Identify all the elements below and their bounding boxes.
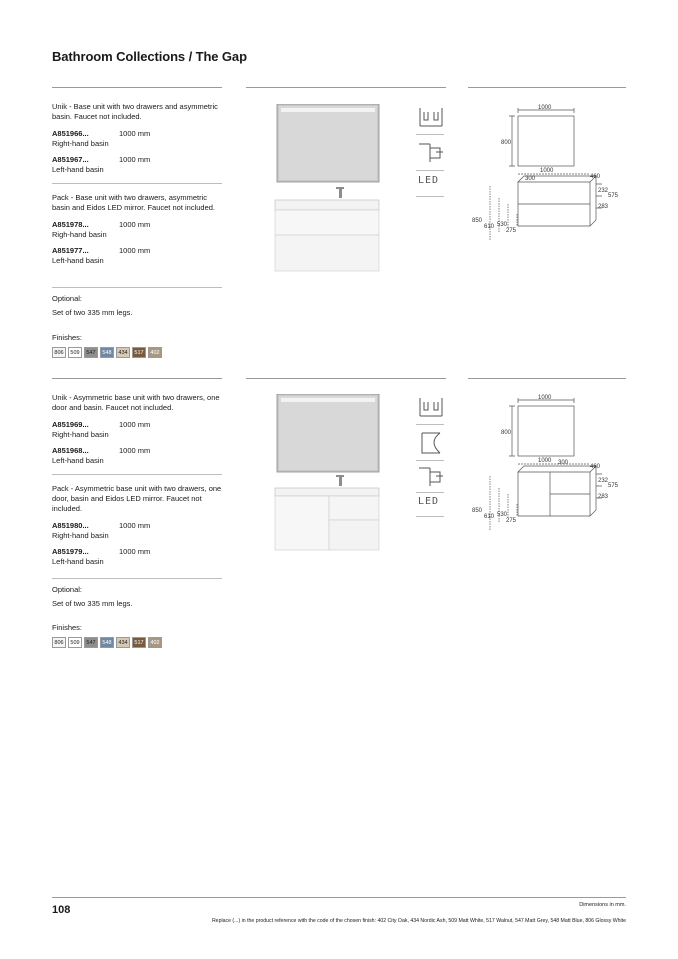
faucet [339,476,342,486]
ref-row [52,547,222,557]
finish-swatch: 548 [100,347,114,358]
optional-text: Set of two 335 mm legs. [52,599,133,608]
ref-variant: Righ-hand basin [52,230,107,239]
divider [52,287,222,288]
dim-232: 232 [598,188,609,194]
finish-swatch: 806 [52,637,66,648]
unit-description: Unik - Base unit with two drawers and asymmetric basin. Faucet not included. [52,102,218,121]
dim-850: 850 [472,508,483,514]
dim-575: 575 [608,483,619,489]
ref-variant: Left-hand basin [52,557,104,566]
ref-variant: Right-hand basin [52,139,109,148]
vanity-drawer-lower [275,235,379,271]
icon-divider [416,134,444,135]
faucet [339,188,342,198]
section-divider [52,87,222,88]
ref-code: A851978... [52,220,89,229]
finish-swatch: 509 [68,637,82,648]
product-photo [272,394,384,554]
cabinet-outline [518,176,596,226]
finish-swatch: 509 [68,347,82,358]
led-icon: LED [418,496,440,507]
section-divider [246,378,446,379]
section-divider [468,378,626,379]
optional-text: Set of two 335 mm legs. [52,308,133,317]
ref-row [52,155,222,165]
dim-575: 575 [608,193,619,199]
finish-swatch: 548 [100,637,114,648]
ref-size: 1000 mm [119,220,151,229]
product-photo [272,104,384,274]
ref-size: 1000 mm [119,155,151,164]
finish-swatch: 402 [148,347,162,358]
finish-swatch: 806 [52,347,66,358]
ref-code: A851966... [52,129,89,138]
vanity-drawer-upper [329,496,379,520]
ref-size: 1000 mm [119,446,151,455]
divider [52,474,222,475]
pack-description: Pack - Asymmetric base unit with two drawers, one door, basin and Eidos LED mirror. Faucet not included. [52,484,222,513]
finish-swatch: 517 [132,347,146,358]
pack-description: Pack - Base unit with two drawers, asymmetric basin and Eidos LED mirror. Faucet not included. [52,193,216,212]
dim-basin: 300 [525,176,536,182]
dim-depth: 460 [590,174,601,180]
finish-swatches [52,347,162,358]
dim-530: 530 [497,222,508,228]
dim-mirror-height: 800 [501,140,512,146]
ref-code: A851968... [52,446,89,455]
ref-row [52,420,222,430]
dim-283: 283 [598,204,609,210]
ref-row [52,446,222,456]
finish-swatch: 402 [148,637,162,648]
pack-info [52,484,222,567]
finishes-label: Finishes: [52,623,83,632]
dimensions-note: Dimensions in mm. [579,902,626,908]
led-icon: LED [418,175,440,186]
wall-mount-icon [416,140,446,166]
finish-swatches [52,637,162,648]
ref-row [52,521,222,531]
vanity-drawer-upper [275,210,379,235]
footer-rule [52,897,626,898]
vanity-drawer-lower [329,520,379,550]
icon-divider [416,170,444,171]
dim-610: 610 [484,514,495,520]
ref-size: 1000 mm [119,246,151,255]
technical-drawing [468,104,626,244]
ref-variant: Left-hand basin [52,456,104,465]
finish-swatch: 547 [84,637,98,648]
dim-275: 275 [506,228,517,234]
icon-divider [416,516,444,517]
dim-283: 283 [598,494,609,500]
ref-row [52,220,222,230]
dim-530: 530 [497,512,508,518]
ref-code: A851980... [52,521,89,530]
divider [52,578,222,579]
dim-unit-width: 1000 [538,458,552,464]
dim-basin: 300 [558,460,569,466]
ref-variant: Right-hand basin [52,430,109,439]
ref-code: A851967... [52,155,89,164]
page-title: Bathroom Collections / The Gap [52,49,247,64]
ref-variant: Left-hand basin [52,165,104,174]
unit-info [52,393,222,466]
ref-size: 1000 mm [119,129,151,138]
vanity-door [275,496,329,550]
dim-unit-width: 1000 [540,168,554,174]
page-number: 108 [52,904,71,916]
dim-depth: 460 [590,464,601,470]
finish-code-note: Replace (...) in the product reference with the code of the chosen finish: 402 City Oak, 434 Nordic Ash, 509 Matt White, 517 Walnut, 547 Matt Grey, 548 Matt Blue, 806 Glossy White [211,918,626,924]
dim-610: 610 [484,224,495,230]
icon-divider [416,424,444,425]
icon-divider [416,460,444,461]
optional-label: Optional: [52,585,83,594]
icon-divider [416,196,444,197]
ref-row [52,129,222,139]
ref-variant: Left-hand basin [52,256,104,265]
cabinet-outline [518,466,596,516]
icon-divider [416,492,444,493]
section-divider [246,87,446,88]
ref-row [52,246,222,256]
ref-code: A851979... [52,547,89,556]
dim-mirror-width: 1000 [538,105,552,111]
dim-mirror-width: 1000 [538,395,552,401]
ref-variant: Right-hand basin [52,531,109,540]
ref-size: 1000 mm [119,420,151,429]
ref-code: A851969... [52,420,89,429]
door-opening-icon [416,430,446,456]
unit-info [52,102,222,175]
pack-info [52,193,222,266]
drawer-interior-icon [416,394,446,420]
ref-code: A851977... [52,246,89,255]
mirror-outline [518,406,574,456]
dim-850: 850 [472,218,483,224]
drawer-interior-icon [416,104,446,130]
basin-top [275,200,379,210]
basin-top [275,488,379,496]
finish-swatch: 517 [132,637,146,648]
mirror-outline [518,116,574,166]
dim-mirror-height: 800 [501,430,512,436]
dim-275: 275 [506,518,517,524]
section-divider [468,87,626,88]
unit-description: Unik - Asymmetric base unit with two drawers, one door and basin. Faucet not included. [52,393,220,412]
finish-swatch: 547 [84,347,98,358]
technical-drawing [468,394,626,534]
wall-mount-icon [416,464,446,490]
finish-swatch: 434 [116,347,130,358]
finish-swatch: 434 [116,637,130,648]
ref-size: 1000 mm [119,521,151,530]
divider [52,183,222,184]
ref-size: 1000 mm [119,547,151,556]
finishes-label: Finishes: [52,333,83,342]
dim-232: 232 [598,478,609,484]
section-divider [52,378,222,379]
optional-label: Optional: [52,294,83,303]
